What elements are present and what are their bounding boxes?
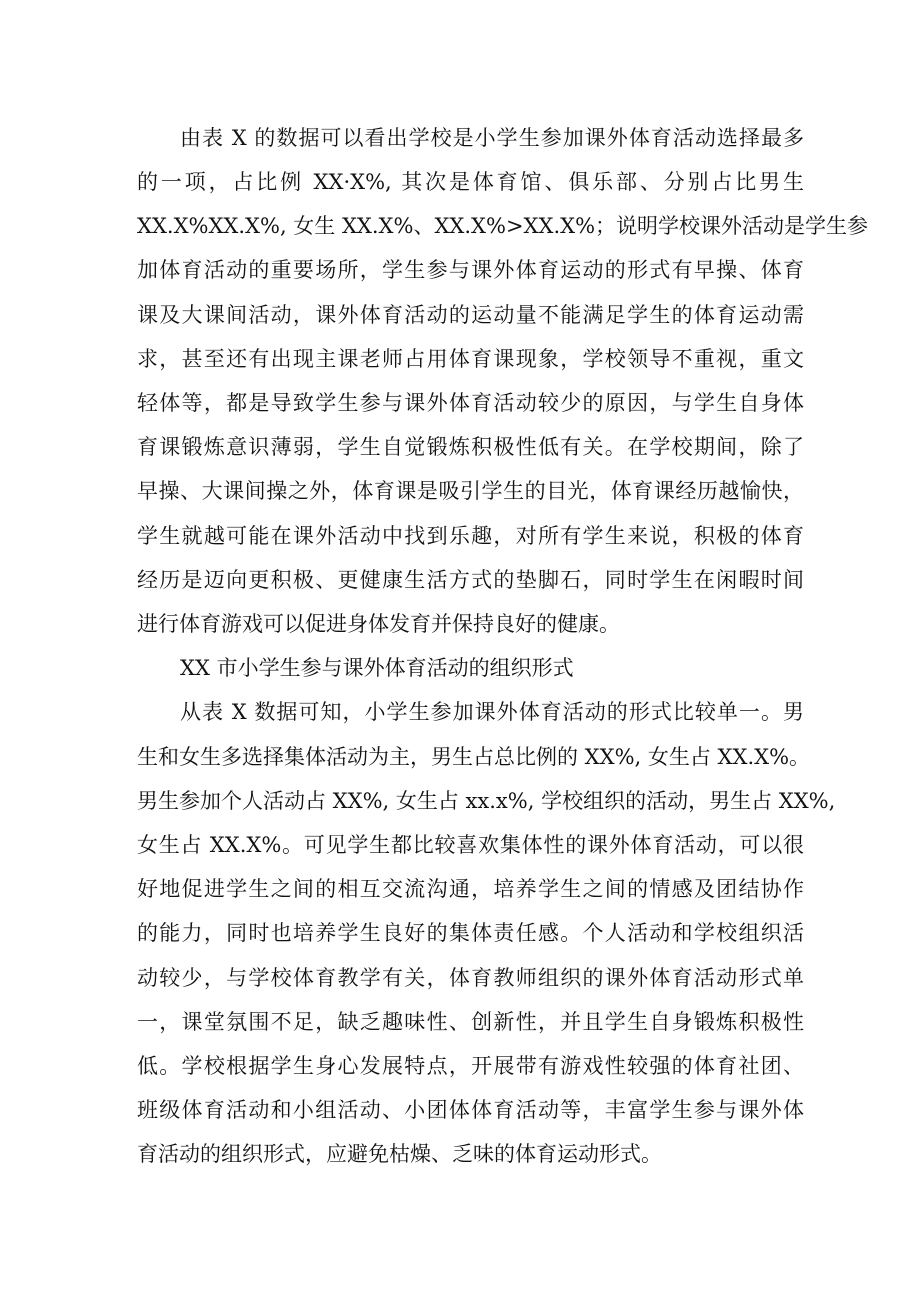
paragraph-2-line-6: 的能力，同时也培养学生良好的集体责任感。个人活动和学校组织活 xyxy=(137,921,804,945)
paragraph-1-line-2: 的一项，占比例 XX·X%, 其次是体育馆、俱乐部、分别占比男生 xyxy=(137,170,804,194)
paragraph-2-line-9: 低。学校根据学生身心发展特点，开展带有游戏性较强的体育社团、 xyxy=(137,1054,804,1078)
paragraph-2-line-11: 育活动的组织形式，应避免枯燥、乏味的体育运动形式。 xyxy=(137,1142,662,1166)
paragraph-1-line-6: 求，甚至还有出现主课老师占用体育课现象，学校领导不重视，重文 xyxy=(137,347,804,371)
paragraph-1-line-5: 课及大课间活动，课外体育活动的运动量不能满足学生的体育运动需 xyxy=(137,303,804,327)
paragraph-2-line-4: 女生占 XX.X%。可见学生都比较喜欢集体性的课外体育活动，可以很 xyxy=(137,833,804,857)
section-heading: XX 市小学生参与课外体育活动的组织形式 xyxy=(180,656,574,680)
paragraph-2-line-2: 生和女生多选择集体活动为主，男生占总比例的 XX%, 女生占 XX.X%。 xyxy=(137,745,811,769)
paragraph-1-line-9: 早操、大课间操之外，体育课是吸引学生的目光，体育课经历越愉快， xyxy=(137,479,804,503)
paragraph-2-line-7: 动较少，与学校体育教学有关，体育教师组织的课外体育活动形式单 xyxy=(137,966,804,990)
paragraph-1-line-11: 经历是迈向更积极、更健康生活方式的垫脚石，同时学生在闲暇时间 xyxy=(137,568,804,592)
paragraph-2-line-3: 男生参加个人活动占 XX%, 女生占 xx.x%, 学校组织的活动，男生占 XX%, xyxy=(137,789,836,813)
paragraph-2-line-8: 一，课堂氛围不足，缺乏趣味性、创新性，并且学生自身锻炼积极性 xyxy=(137,1010,804,1034)
paragraph-1-line-3: XX.X%XX.X%, 女生 XX.X%、XX.X%>XX.X%；说明学校课外活动是学生参 xyxy=(137,214,869,238)
paragraph-1-line-7: 轻体等，都是导致学生参与课外体育活动较少的原因，与学生自身体 xyxy=(137,391,804,415)
paragraph-2-line-5: 好地促进学生之间的相互交流沟通，培养学生之间的情感及团结协作 xyxy=(137,877,804,901)
paragraph-2-line-10: 班级体育活动和小组活动、小团体体育活动等，丰富学生参与课外体 xyxy=(137,1098,804,1122)
paragraph-1-line-1: 由表 X 的数据可以看出学校是小学生参加课外体育活动选择最多 xyxy=(180,126,804,150)
paragraph-1-line-12: 进行体育游戏可以促进身体发育并保持良好的健康。 xyxy=(137,612,620,636)
paragraph-1-line-4: 加体育活动的重要场所，学生参与课外体育运动的形式有早操、体育 xyxy=(137,258,804,282)
paragraph-1-line-8: 育课锻炼意识薄弱，学生自觉锻炼积极性低有关。在学校期间，除了 xyxy=(137,435,804,459)
paragraph-2-line-1: 从表 X 数据可知，小学生参加课外体育活动的形式比较单一。男 xyxy=(180,700,804,724)
paragraph-1-line-10: 学生就越可能在课外活动中找到乐趣，对所有学生来说，积极的体育 xyxy=(137,524,804,548)
